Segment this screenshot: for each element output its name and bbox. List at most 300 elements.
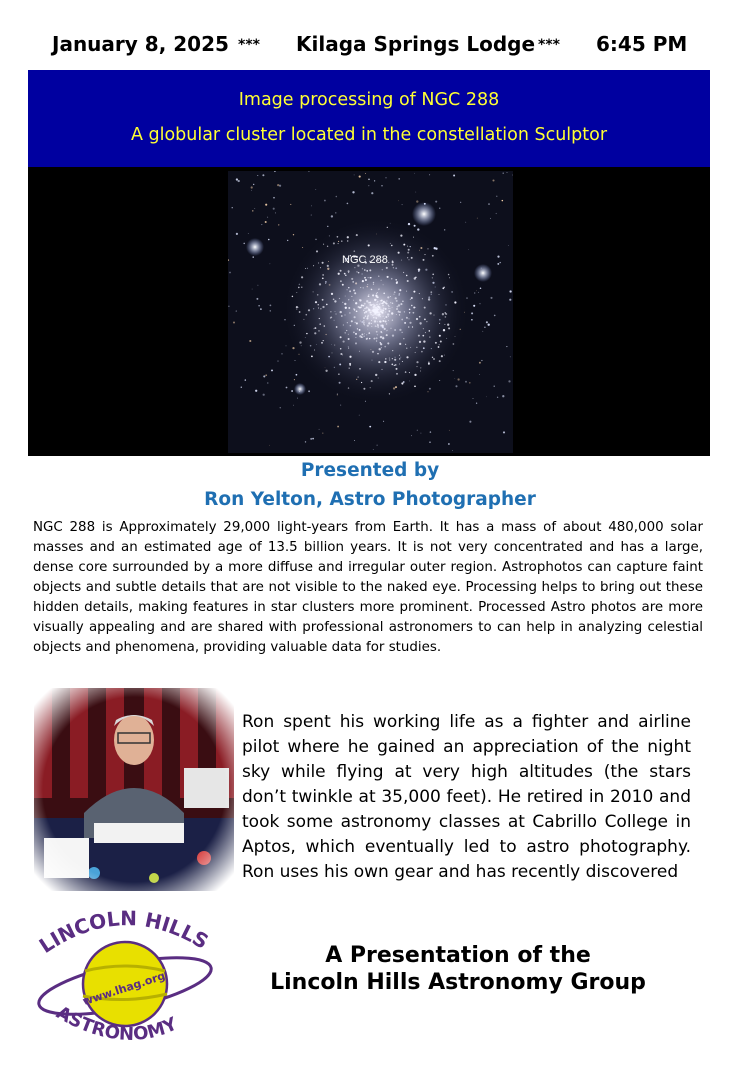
cluster-star: [429, 330, 431, 332]
cluster-star: [389, 311, 390, 312]
star: [295, 360, 296, 361]
star: [402, 204, 403, 205]
cluster-star: [399, 314, 400, 315]
cluster-star: [366, 300, 368, 302]
cluster-star: [370, 387, 371, 388]
star: [454, 378, 455, 379]
cluster-star: [301, 276, 303, 278]
star: [258, 305, 259, 306]
cluster-star: [382, 312, 384, 314]
cluster-star: [342, 302, 343, 303]
cluster-star: [389, 393, 390, 394]
star: [310, 438, 312, 440]
cluster-star: [395, 297, 397, 299]
cluster-star: [368, 311, 369, 312]
cluster-star: [421, 351, 423, 353]
title-banner: [28, 70, 710, 168]
cluster-star: [455, 336, 456, 337]
cluster-star: [362, 280, 364, 282]
cluster-star: [408, 259, 409, 260]
star: [262, 174, 264, 176]
star: [482, 331, 483, 332]
cluster-star: [303, 319, 304, 320]
cluster-star: [428, 363, 430, 365]
cluster-star: [363, 320, 364, 321]
cluster-star: [348, 287, 349, 288]
cluster-star: [352, 281, 354, 283]
banner-title: Image processing of NGC 288: [238, 90, 500, 110]
star: [267, 217, 268, 218]
cluster-star: [384, 318, 385, 319]
star: [354, 175, 355, 176]
cluster-star: [320, 308, 321, 309]
cluster-star: [401, 260, 402, 261]
cluster-star: [364, 277, 366, 279]
cluster-star: [411, 297, 413, 299]
cluster-star: [395, 279, 397, 281]
cluster-star: [387, 296, 389, 298]
cluster-star: [407, 252, 409, 254]
cluster-star: [399, 343, 401, 345]
cluster-star: [393, 267, 394, 268]
cluster-star: [383, 336, 384, 337]
cluster-star: [376, 317, 377, 318]
cluster-star: [382, 302, 384, 304]
cluster-star: [401, 382, 403, 384]
cluster-star: [349, 312, 350, 313]
cluster-star: [429, 312, 431, 314]
cluster-star: [347, 289, 348, 290]
cluster-star: [382, 304, 384, 306]
cluster-star: [315, 301, 317, 303]
star: [417, 430, 418, 431]
cluster-star: [354, 267, 355, 268]
cluster-star: [372, 294, 374, 296]
cluster-star: [345, 307, 347, 309]
cluster-star: [344, 332, 345, 333]
star: [465, 222, 466, 223]
cluster-star: [355, 342, 357, 344]
star: [270, 263, 271, 264]
star: [236, 233, 238, 235]
star: [278, 224, 279, 225]
cluster-star: [413, 291, 415, 293]
cluster-star: [387, 227, 388, 228]
cluster-star: [367, 310, 368, 311]
cluster-star: [371, 323, 372, 324]
star: [319, 429, 320, 430]
cluster-star: [379, 348, 381, 350]
cluster-star: [296, 309, 297, 310]
cluster-star: [382, 337, 384, 339]
cluster-star: [399, 364, 400, 365]
cluster-star: [383, 316, 384, 317]
cluster-star: [353, 300, 354, 301]
cluster-star: [399, 289, 401, 291]
star: [254, 208, 255, 209]
cluster-star: [441, 355, 443, 357]
star: [373, 449, 374, 450]
cluster-star: [369, 269, 371, 271]
star: [293, 234, 294, 235]
star: [311, 215, 312, 216]
star: [236, 310, 237, 311]
cluster-star: [387, 330, 388, 331]
star: [296, 374, 298, 376]
cluster-star: [380, 336, 382, 338]
star: [236, 178, 238, 180]
cluster-star: [364, 308, 365, 309]
cluster-star: [385, 316, 387, 318]
star: [503, 431, 505, 433]
cluster-star: [353, 289, 355, 291]
cluster-star: [373, 338, 375, 340]
cluster-star: [355, 333, 357, 335]
cluster-star: [355, 302, 357, 304]
cluster-star: [389, 358, 390, 359]
cluster-star: [355, 337, 356, 338]
star: [383, 421, 384, 422]
cluster-star: [391, 364, 393, 366]
cluster-star: [333, 298, 335, 300]
cluster-star: [380, 343, 382, 345]
cluster-star: [359, 368, 360, 369]
cluster-star: [387, 276, 389, 278]
cluster-star: [363, 317, 365, 319]
cluster-star: [378, 361, 380, 363]
cluster-star: [422, 298, 423, 299]
cluster-star: [399, 358, 400, 359]
cluster-star: [348, 387, 349, 388]
star: [280, 407, 281, 408]
star: [507, 172, 508, 173]
star: [293, 405, 294, 406]
bright-star-icon: [246, 238, 264, 256]
cluster-star: [377, 324, 379, 326]
cluster-star: [379, 308, 381, 310]
cluster-star: [322, 277, 324, 279]
cluster-star: [379, 303, 381, 305]
cluster-star: [384, 361, 386, 363]
star: [481, 360, 482, 361]
cluster-star: [344, 303, 346, 305]
cluster-star: [406, 348, 407, 349]
star: [506, 346, 507, 347]
star: [508, 245, 509, 246]
cluster-star: [347, 322, 348, 323]
cluster-star: [425, 332, 426, 333]
star: [270, 310, 271, 311]
presenter-bio: Ron spent his working life as a fighter and airline pilot where he gained an appreciation of the night sky while flying at very high altitudes (the stars don’t twinkle at 35,000 feet). He retired in 2010 and took some astronomy classes at Cabrillo College in Aptos, which eventually led to astro photography. Ron uses his own gear and has recently discovered: [242, 712, 691, 882]
cluster-star: [385, 358, 386, 359]
cluster-star: [371, 380, 373, 382]
cluster-star: [406, 356, 408, 358]
star: [352, 191, 354, 193]
cluster-star: [407, 280, 409, 282]
star: [465, 381, 467, 383]
cluster-star: [392, 334, 394, 336]
cluster-star: [363, 322, 365, 324]
star: [271, 369, 273, 371]
cluster-star: [419, 341, 421, 343]
cluster-star: [322, 262, 324, 264]
star: [488, 324, 490, 326]
cluster-star: [356, 322, 358, 324]
cluster-star: [415, 307, 416, 308]
cluster-star: [340, 311, 342, 313]
cluster-star: [404, 322, 406, 324]
cluster-star: [325, 283, 326, 284]
star: [486, 396, 487, 397]
star: [315, 189, 316, 190]
cluster-star: [426, 321, 427, 322]
star: [340, 405, 341, 406]
cluster-star: [324, 325, 326, 327]
cluster-star: [382, 309, 384, 311]
presenter-name: Ron Yelton, Astro Photographer: [204, 489, 536, 510]
cluster-star: [423, 340, 425, 342]
cluster-star: [416, 347, 417, 348]
cluster-star: [378, 378, 379, 379]
cluster-star: [366, 317, 368, 319]
star: [484, 327, 486, 329]
cluster-star: [371, 326, 372, 327]
cluster-star: [356, 271, 357, 272]
cluster-star: [313, 291, 314, 292]
cluster-star: [359, 329, 361, 331]
cluster-star: [413, 237, 414, 238]
cluster-star: [386, 334, 388, 336]
cluster-star: [448, 274, 450, 276]
cluster-star: [399, 293, 401, 295]
cluster-star: [313, 265, 314, 266]
cluster-star: [388, 262, 389, 263]
star: [238, 180, 240, 182]
star: [497, 263, 499, 265]
cluster-star: [388, 305, 389, 306]
cluster-star: [375, 295, 377, 297]
footer-presentation: [238, 942, 678, 996]
cluster-star: [330, 311, 331, 312]
cluster-star: [348, 272, 349, 273]
cluster-star: [368, 332, 370, 334]
cluster-star: [367, 325, 369, 327]
cluster-star: [377, 292, 378, 293]
cluster-star: [368, 277, 369, 278]
star: [261, 224, 262, 225]
cluster-star: [435, 342, 437, 344]
cluster-star: [381, 280, 382, 281]
cluster-star: [374, 299, 376, 301]
cluster-star: [369, 302, 371, 304]
cluster-star: [391, 312, 393, 314]
cluster-star: [403, 338, 405, 340]
cluster-star: [413, 312, 415, 314]
star: [468, 249, 469, 250]
cluster-star: [420, 371, 421, 372]
cluster-star: [296, 306, 298, 308]
cluster-star: [448, 327, 450, 329]
cluster-star: [340, 270, 342, 272]
star: [502, 395, 504, 397]
cluster-star: [410, 299, 411, 300]
cluster-star: [409, 309, 411, 311]
cluster-star: [401, 319, 403, 321]
cluster-star: [376, 340, 377, 341]
cluster-star: [335, 311, 336, 312]
cluster-star: [405, 344, 406, 345]
star: [265, 204, 267, 206]
cluster-star: [378, 276, 379, 277]
star: [469, 421, 471, 423]
star: [398, 178, 400, 180]
cluster-star: [299, 311, 301, 313]
star: [416, 200, 418, 202]
cluster-star: [383, 308, 384, 309]
star: [369, 426, 371, 428]
cluster-star: [361, 333, 363, 335]
cluster-star: [399, 311, 401, 313]
star: [449, 430, 450, 431]
star: [503, 173, 504, 174]
cluster-star: [363, 287, 364, 288]
cluster-star: [343, 325, 344, 326]
star: [477, 218, 478, 219]
cluster-star: [394, 329, 396, 331]
cluster-star: [327, 265, 329, 267]
cluster-star: [415, 352, 416, 353]
cluster-star: [364, 303, 366, 305]
cluster-star: [392, 264, 394, 266]
cluster-star: [373, 317, 375, 319]
cluster-star: [322, 299, 324, 301]
cluster-star: [445, 316, 447, 318]
cluster-star: [396, 373, 398, 375]
cluster-star: [345, 296, 346, 297]
cluster-star: [348, 334, 349, 335]
star: [263, 375, 265, 377]
cluster-star: [411, 257, 413, 259]
cluster-star: [318, 262, 319, 263]
star: [500, 262, 501, 263]
cluster-star: [409, 322, 411, 324]
cluster-star: [353, 250, 355, 252]
cluster-star: [385, 308, 387, 310]
cluster-star: [381, 324, 383, 326]
star: [476, 290, 477, 291]
cluster-star: [443, 329, 445, 331]
star: [251, 190, 252, 191]
star: [273, 197, 275, 199]
cluster-star: [444, 324, 445, 325]
cluster-star: [424, 254, 425, 255]
cluster-star: [392, 358, 393, 359]
star: [337, 426, 339, 428]
star: [457, 378, 459, 380]
cluster-star: [432, 277, 433, 278]
star: [322, 432, 323, 433]
cluster-star: [371, 289, 372, 290]
header-separator: ***: [238, 37, 260, 53]
cluster-star: [377, 353, 378, 354]
star: [508, 380, 510, 382]
cluster-star: [388, 320, 389, 321]
star: [429, 388, 431, 390]
cluster-star: [338, 243, 339, 244]
cluster-star: [334, 345, 335, 346]
star: [359, 176, 361, 178]
cluster-star: [332, 352, 333, 353]
star: [414, 225, 416, 227]
cluster-star: [376, 312, 377, 313]
cluster-star: [359, 299, 360, 300]
cluster-star: [394, 359, 396, 361]
cluster-star: [418, 335, 420, 337]
cluster-star: [320, 267, 321, 268]
star: [486, 321, 488, 323]
cluster-star: [396, 308, 398, 310]
cluster-star: [453, 343, 455, 345]
cluster-star: [354, 322, 355, 323]
cluster-star: [348, 338, 350, 340]
star: [479, 374, 480, 375]
star: [365, 173, 366, 174]
cluster-star: [359, 351, 360, 352]
star: [460, 202, 461, 203]
cluster-star: [368, 244, 370, 246]
cluster-star: [377, 321, 378, 322]
cluster-star: [439, 335, 441, 337]
star: [411, 435, 412, 436]
cluster-star: [400, 235, 402, 237]
star: [368, 185, 369, 186]
description-paragraph: NGC 288 is Approximately 29,000 light-years from Earth. It has a mass of about 480,000 solar masses and an estimated age of 13.5 billion years. It is not very concentrated and has a large, dense core surrounded by a more diffuse and irregular outer region. Astrophotos can capture faint objects and subtle details that are not visible to the naked eye. Processing helps to bring out these hidden details, making features in star clusters more prominent. Processed Astro photos are more visually appealing and are shared with professional astronomers to can help in analyzing celestial objects and phenomena, providing valuable data for studies.: [33, 520, 703, 655]
cluster-star: [340, 336, 342, 338]
star: [281, 353, 282, 354]
star: [377, 445, 378, 446]
star: [347, 203, 349, 205]
cluster-star: [349, 356, 351, 358]
cluster-star: [397, 306, 399, 308]
cluster-star: [402, 301, 404, 303]
cluster-star: [344, 273, 346, 275]
cluster-star: [376, 304, 377, 305]
star: [453, 370, 454, 371]
cluster-star: [348, 299, 349, 300]
cluster-star: [375, 307, 377, 309]
star: [478, 292, 479, 293]
cluster-star: [351, 320, 353, 322]
star: [252, 289, 253, 290]
cluster-star: [348, 307, 350, 309]
cluster-star: [416, 318, 418, 320]
cluster-star: [376, 315, 377, 316]
cluster-star: [350, 325, 352, 327]
cluster-star: [377, 326, 379, 328]
cluster-star: [308, 309, 310, 311]
star: [270, 305, 272, 307]
star: [252, 210, 253, 211]
cluster-star: [364, 312, 366, 314]
star: [354, 440, 355, 441]
cluster-star: [362, 268, 363, 269]
cluster-star: [403, 244, 405, 246]
cluster-star: [363, 388, 365, 390]
cluster-star: [398, 311, 400, 313]
star: [471, 312, 473, 314]
cluster-star: [385, 311, 386, 312]
cluster-star: [358, 377, 359, 378]
